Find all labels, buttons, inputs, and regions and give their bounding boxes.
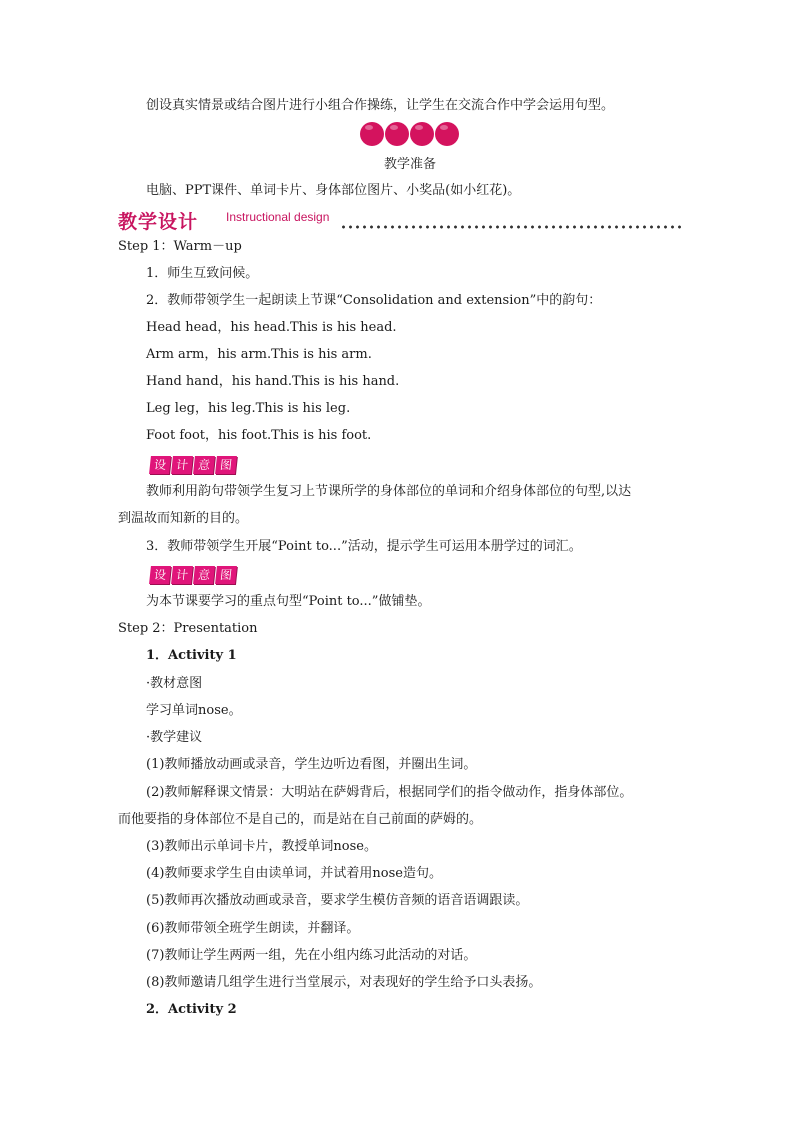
section-subtitle: Instructional design <box>226 210 330 224</box>
badge-char: 意 <box>193 566 215 584</box>
step1-item-2: 2．教师带领学生一起朗读上节课“Consolidation and extension”中的韵句： <box>146 293 602 308</box>
design-intent-badge <box>150 456 236 474</box>
badge-char: 图 <box>215 456 237 474</box>
textbook-intent-text: 学习单词nose。 <box>146 703 242 718</box>
advice-item: (4)教师要求学生自由读单词，并试着用nose造句。 <box>146 866 442 881</box>
circle-icon <box>360 122 384 146</box>
intent-text: 教师利用韵句带领学生复习上节课所学的身体部位的单词和介绍身体部位的句型,以达 <box>146 484 632 499</box>
advice-item: (8)教师邀请几组学生进行当堂展示，对表现好的学生给予口头表扬。 <box>146 975 542 990</box>
badge-char: 计 <box>171 566 193 584</box>
badge-char: 设 <box>149 456 171 474</box>
advice-item: (7)教师让学生两两一组，先在小组内练习此活动的对话。 <box>146 948 477 963</box>
teaching-advice-title: ·教学建议 <box>146 730 203 745</box>
advice-item: (2)教师解释课文情景：大明站在萨姆背后，根据同学们的指令做动作，指身体部位。 <box>146 785 633 800</box>
rhyme-line: Hand hand，his hand.This is his hand. <box>146 374 400 389</box>
badge-char: 图 <box>215 566 237 584</box>
circle-icon <box>385 122 409 146</box>
rhyme-line: Foot foot，his foot.This is his foot. <box>146 428 372 443</box>
intent-text: 为本节课要学习的重点句型“Point to...”做铺垫。 <box>146 594 431 609</box>
rhyme-line: Head head，his head.This is his head. <box>146 320 397 335</box>
rhyme-line: Arm arm，his arm.This is his arm. <box>146 347 372 362</box>
advice-item: (6)教师带领全班学生朗读，并翻译。 <box>146 921 360 936</box>
badge-char: 设 <box>149 566 171 584</box>
activity1-heading: 1．Activity 1 <box>146 648 237 663</box>
advice-item: 而他要指的身体部位不是自己的，而是站在自己前面的萨姆的。 <box>118 812 483 827</box>
badge-char: 计 <box>171 456 193 474</box>
section-title: 教学设计 <box>118 211 199 233</box>
activity2-heading: 2．Activity 2 <box>146 1002 237 1017</box>
advice-item: (3)教师出示单词卡片，教授单词nose。 <box>146 839 377 854</box>
prep-title: 教学准备 <box>384 157 437 172</box>
intent-text: 到温故而知新的目的。 <box>118 511 249 526</box>
step1-heading: Step 1：Warm－up <box>118 239 242 254</box>
advice-item: (1)教师播放动画或录音，学生边听边看图，并圈出生词。 <box>146 757 477 772</box>
badge-char: 意 <box>193 456 215 474</box>
prep-text: 电脑、PPT课件、单词卡片、身体部位图片、小奖品(如小红花)。 <box>146 183 521 198</box>
step2-heading: Step 2：Presentation <box>118 621 258 636</box>
advice-item: (5)教师再次播放动画或录音，要求学生模仿音频的语音语调跟读。 <box>146 893 529 908</box>
rhyme-line: Leg leg，his leg.This is his leg. <box>146 401 351 416</box>
circle-icon <box>435 122 459 146</box>
step1-item-3: 3．教师带领学生开展“Point to...”活动，提示学生可运用本册学过的词汇。 <box>146 539 582 554</box>
intro-text: 创设真实情景或结合图片进行小组合作操练，让学生在交流合作中学会运用句型。 <box>146 98 615 113</box>
circle-icon <box>410 122 434 146</box>
design-intent-badge <box>150 566 236 584</box>
dotted-divider <box>340 225 682 229</box>
step1-item-1: 1．师生互致问候。 <box>146 266 259 281</box>
textbook-intent-title: ·教材意图 <box>146 676 203 691</box>
